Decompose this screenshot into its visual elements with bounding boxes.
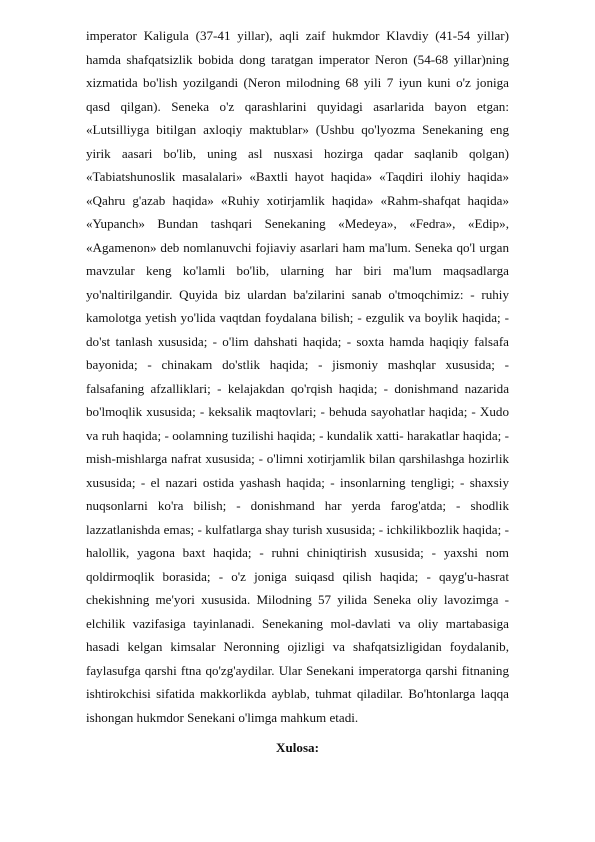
conclusion-heading: Xulosa: xyxy=(276,740,319,755)
body-paragraph: imperator Kaligula (37-41 yillar), aqli zaif hukmdor Klavdiy (41-54 yillar) hamda shafqatsizlik bobida dong taratgan imperator Neron (54-68 yillar)ning xizmatida bo'lish yozilgandi (Neron milodning 68 yili 7 iyun kuni o'z joniga qasd qilgan). Seneka o'z qarashlarini quyidagi asarlarida bayon etgan: «Lutsilliyga bitilgan axloqiy maktublar» (Ushbu qo'lyozma Senekaning eng yirik aasari bo'lib, uning asl nusxasi hozirga qadar saqlanib qolgan) «Tabiatshunoslik masalalari» «Baxtli hayot haqida» «Taqdiri ilohiy haqida» «Qahru g'azab haqida» «Ruhiy xotirjamlik haqida» «Rahm-shafqat haqida» «Yupanch» Bundan tashqari Senekaning «Medeya», «Fedra», «Edip», «Agamenon» deb nomlanuvchi fojiaviy asarlari ham ma'lum. Seneka qo'l urgan mavzular keng ko'lamli bo'lib, ularning har biri ma'lum maqsadlarga yo'naltirilgandir. Quyida biz ulardan ba'zilarini sanab o'tmoqchimiz: - ruhiy kamolotga yetish yo'lida vaqtdan foydalana bilish; - ezgulik va boylik haqida; - do'st tanlash xususida; - o'lim dahshati haqida; - soxta hamda haqiqiy falsafa bayonida; - chinakam do'stlik haqida; - jismoniy mashqlar xususida; - falsafaning afzalliklari; - kelajakdan qo'rqish haqida; - donishmand nazarida bo'lmoqlik xususida; - keksalik maqtovlari; - behuda sayohatlar haqida; - Xudo va ruh haqida; - oolamning tuzilishi haqida; - kundalik xatti- harakatlar haqida; - mish-mishlarga nafrat xususida; - o'limni xotirjamlik bilan qarshilashga hozirlik xususida; - el nazari ostida yashash haqida; - insonlarning tengligi; - shaxsiy nuqsonlarni ko'ra bilish; - donishmand har yerda farog'atda; - shodlik lazzatlanishda emas; - kulfatlarga shay turish xususida; - ichkilikbozlik haqida; - halollik, yagona baxt haqida; - ruhni chiniqtirish xususida; - yaxshi nom qoldirmoqlik borasida; - o'z joniga suiqasd qilish haqida; - qayg'u-hasrat chekishning me'yori xususida. Milodning 57 yilida Seneka oliy lavozimga - elchilik vazifasiga tayinlanadi. Senekaning mol-davlati va oliy martabasiga hasadi kelgan kimsalar Neronning ojizligi va shafqatsizligidan foydalanib, faylasufga qarshi ftna qo'zg'aydilar. Ular Senekani imperatorga qarshi fitnaning ishtirokchisi sifatida makkorlikda ayblab, tuhmat qiladilar. Bo'htonlarga laqqa ishongan hukmdor Senekani o'limga mahkum etadi. xyxy=(86,28,509,725)
